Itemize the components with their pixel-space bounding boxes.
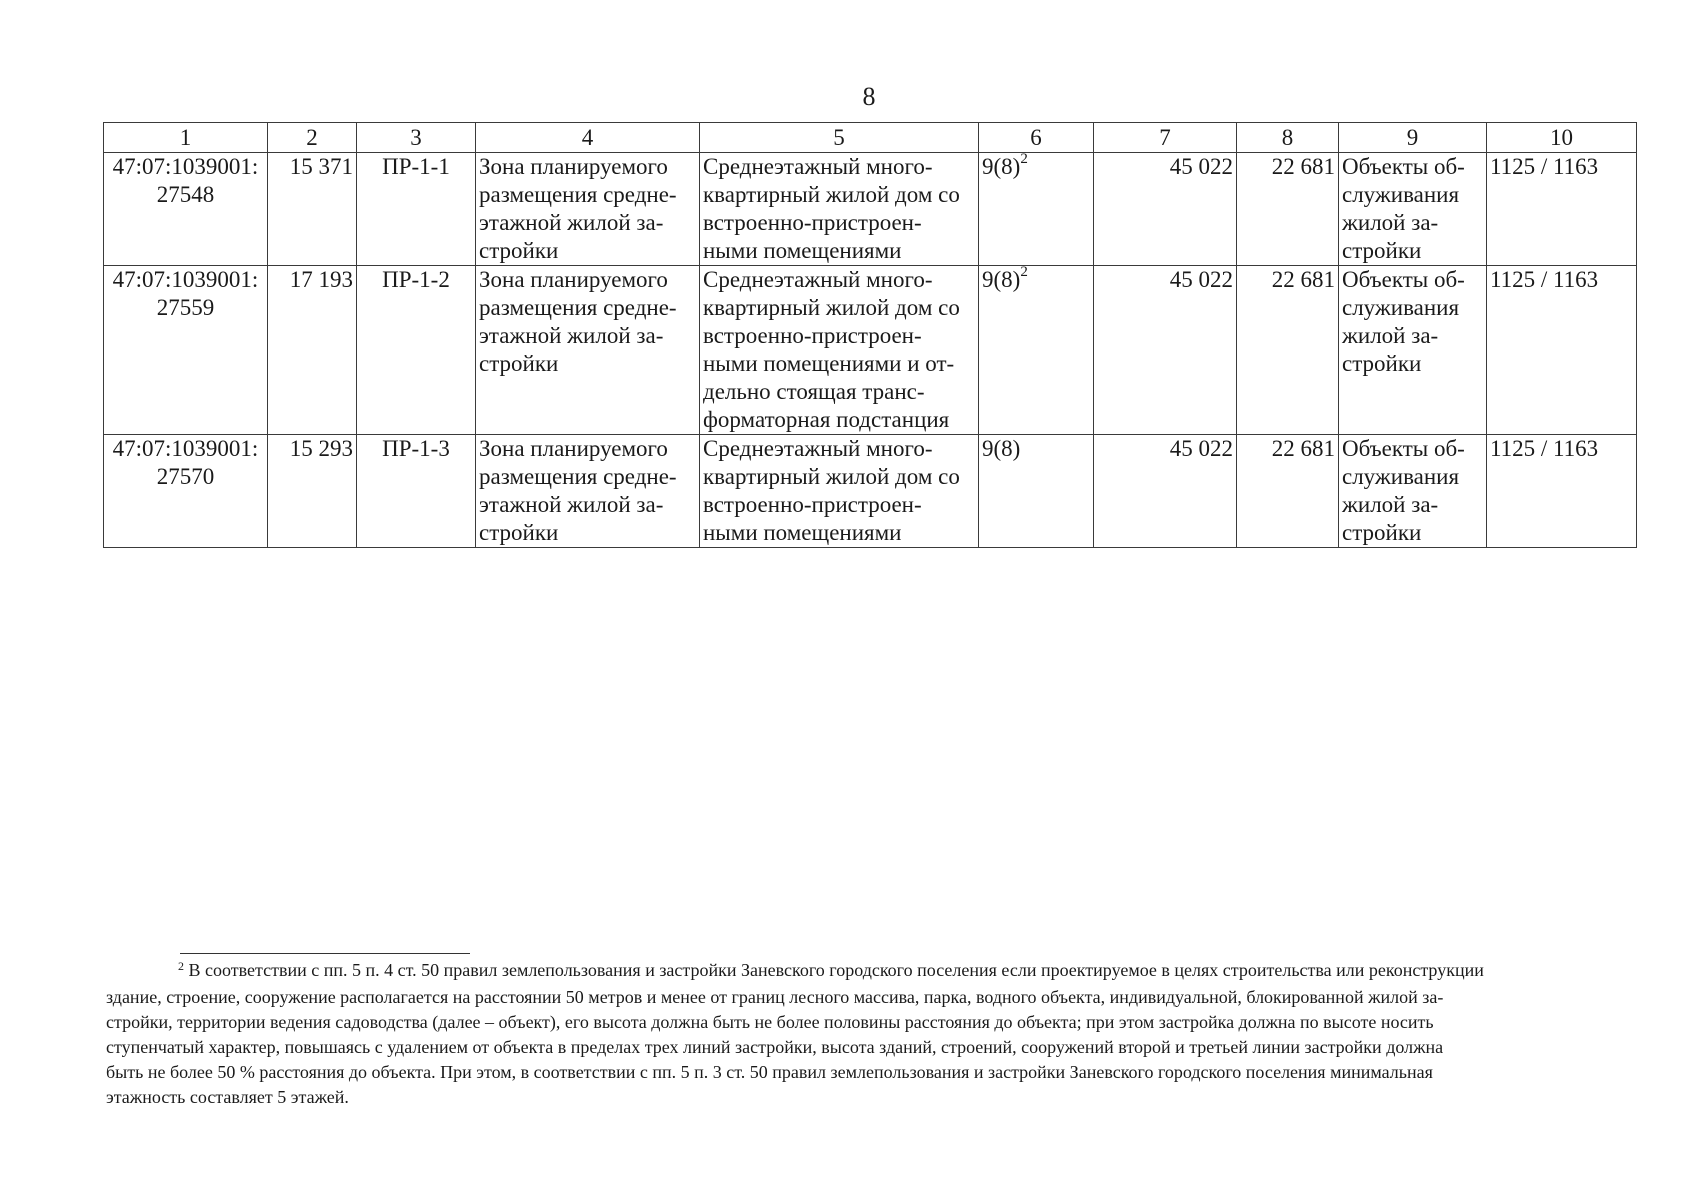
cell-text: Зона планируемого: [479, 154, 668, 179]
zone-description-cell: [476, 153, 700, 266]
cell-text: размещения средне-: [479, 464, 677, 489]
col8-cell: 22 681: [1237, 266, 1339, 435]
col8-cell: 22 681: [1237, 435, 1339, 548]
cadastral-number-cell: [104, 266, 268, 435]
cell-text: ными помещениями и от-: [703, 351, 955, 376]
floors-value: 9(8): [982, 267, 1021, 292]
floors-cell: [979, 435, 1094, 548]
cell-text: квартирный жилой дом со: [703, 182, 960, 207]
footnote: [106, 958, 1636, 1110]
cell-text: размещения средне-: [479, 182, 677, 207]
cell-text: стройки: [1342, 351, 1422, 376]
service-objects-cell: [1339, 153, 1487, 266]
cadastral-number-cell: [104, 435, 268, 548]
footnote-line: здание, строение, сооружение располагается на расстоянии 50 метров и менее от границ лесного массива, парка, водного объекта, индивидуальной, блокированной жилой за-: [106, 987, 1444, 1007]
area-cell: 17 193: [268, 266, 357, 435]
table-row: [104, 153, 1637, 266]
zone-code-cell: ПР-1-1: [357, 153, 476, 266]
cell-text: квартирный жилой дом со: [703, 464, 960, 489]
header-cell: 1: [104, 123, 268, 153]
area-cell: 15 371: [268, 153, 357, 266]
cell-text: Объекты об-: [1342, 436, 1465, 461]
zone-description-cell: [476, 266, 700, 435]
header-cell: 5: [700, 123, 979, 153]
cell-text: дельно стоящая транс-: [703, 379, 925, 404]
cell-text: Объекты об-: [1342, 154, 1465, 179]
cell-text: жилой за-: [1342, 210, 1439, 235]
col10-cell: 1125 / 1163: [1487, 435, 1637, 548]
object-description-cell: [700, 266, 979, 435]
col8-cell: 22 681: [1237, 153, 1339, 266]
cell-text: стройки: [479, 351, 559, 376]
cell-text: этажной жилой за-: [479, 492, 664, 517]
cell-text: 27548: [156, 182, 215, 207]
cell-text: 47:07:1039001:: [112, 436, 259, 461]
header-cell: 6: [979, 123, 1094, 153]
cell-text: 47:07:1039001:: [112, 267, 259, 292]
cell-text: служивания: [1342, 464, 1460, 489]
col7-cell: 45 022: [1094, 266, 1237, 435]
header-cell: 2: [268, 123, 357, 153]
cell-text: стройки: [479, 238, 559, 263]
zoning-table: [103, 122, 1637, 548]
header-cell: 4: [476, 123, 700, 153]
footnote-reference: 2: [1020, 264, 1028, 281]
cell-text: встроенно-пристроен-: [703, 492, 922, 517]
col10-cell: 1125 / 1163: [1487, 266, 1637, 435]
floors-cell: [979, 153, 1094, 266]
cell-text: 27559: [156, 295, 215, 320]
col10-cell: 1125 / 1163: [1487, 153, 1637, 266]
footnote-line: [106, 958, 1636, 985]
cell-text: стройки: [1342, 520, 1422, 545]
col7-cell: 45 022: [1094, 153, 1237, 266]
footnote-reference: 2: [1020, 151, 1028, 168]
cell-text: размещения средне-: [479, 295, 677, 320]
zone-description-cell: [476, 435, 700, 548]
footnote-text: В соответствии с пп. 5 п. 4 ст. 50 правил землепользования и застройки Заневского городского поселения если проектируемое в целях строительства или реконструкции: [188, 960, 1484, 980]
service-objects-cell: [1339, 435, 1487, 548]
cell-text: Среднеэтажный много-: [703, 267, 933, 292]
cell-text: форматорная подстанция: [703, 407, 950, 432]
cell-text: жилой за-: [1342, 323, 1439, 348]
cell-text: Среднеэтажный много-: [703, 436, 933, 461]
cell-text: этажной жилой за-: [479, 210, 664, 235]
header-cell: 9: [1339, 123, 1487, 153]
cell-text: квартирный жилой дом со: [703, 295, 960, 320]
header-cell: 10: [1487, 123, 1637, 153]
table-row: [104, 435, 1637, 548]
cell-text: 27570: [156, 464, 215, 489]
table-header-row: [104, 123, 1637, 153]
floors-value: 9(8): [982, 154, 1021, 179]
header-cell: 7: [1094, 123, 1237, 153]
service-objects-cell: [1339, 266, 1487, 435]
area-cell: 15 293: [268, 435, 357, 548]
footnote-line: ступенчатый характер, повышаясь с удалением от объекта в пределах трех линий застройки, высота зданий, строений, сооружений второй и третьей линии застройки должна: [106, 1037, 1444, 1057]
cell-text: ными помещениями: [703, 238, 902, 263]
object-description-cell: [700, 153, 979, 266]
cell-text: встроенно-пристроен-: [703, 323, 922, 348]
object-description-cell: [700, 435, 979, 548]
cell-text: 47:07:1039001:: [112, 154, 259, 179]
footnote-separator: [180, 953, 470, 954]
footnote-line: быть не более 50 % расстояния до объекта. При этом, в соответствии с пп. 5 п. 3 ст. 50 правил землепользования и застройки Заневского городского поселения минимальная: [106, 1062, 1433, 1082]
cell-text: служивания: [1342, 182, 1460, 207]
header-cell: 8: [1237, 123, 1339, 153]
col7-cell: 45 022: [1094, 435, 1237, 548]
footnote-line: стройки, территории ведения садоводства (далее – объект), его высота должна быть не более половины расстояния до объекта; при этом застройка должна по высоте носить: [106, 1012, 1434, 1032]
footnote-mark: 2: [178, 959, 184, 973]
table-row: [104, 266, 1637, 435]
zone-code-cell: ПР-1-2: [357, 266, 476, 435]
cadastral-number-cell: [104, 153, 268, 266]
cell-text: стройки: [1342, 238, 1422, 263]
cell-text: Зона планируемого: [479, 267, 668, 292]
floors-value: 9(8): [982, 436, 1021, 461]
cell-text: стройки: [479, 520, 559, 545]
cell-text: Объекты об-: [1342, 267, 1465, 292]
header-cell: 3: [357, 123, 476, 153]
cell-text: жилой за-: [1342, 492, 1439, 517]
zone-code-cell: ПР-1-3: [357, 435, 476, 548]
cell-text: служивания: [1342, 295, 1460, 320]
cell-text: этажной жилой за-: [479, 323, 664, 348]
cell-text: ными помещениями: [703, 520, 902, 545]
floors-cell: [979, 266, 1094, 435]
footnote-line: этажность составляет 5 этажей.: [106, 1087, 349, 1107]
cell-text: Зона планируемого: [479, 436, 668, 461]
cell-text: встроенно-пристроен-: [703, 210, 922, 235]
page-number: 8: [862, 82, 876, 111]
cell-text: Среднеэтажный много-: [703, 154, 933, 179]
